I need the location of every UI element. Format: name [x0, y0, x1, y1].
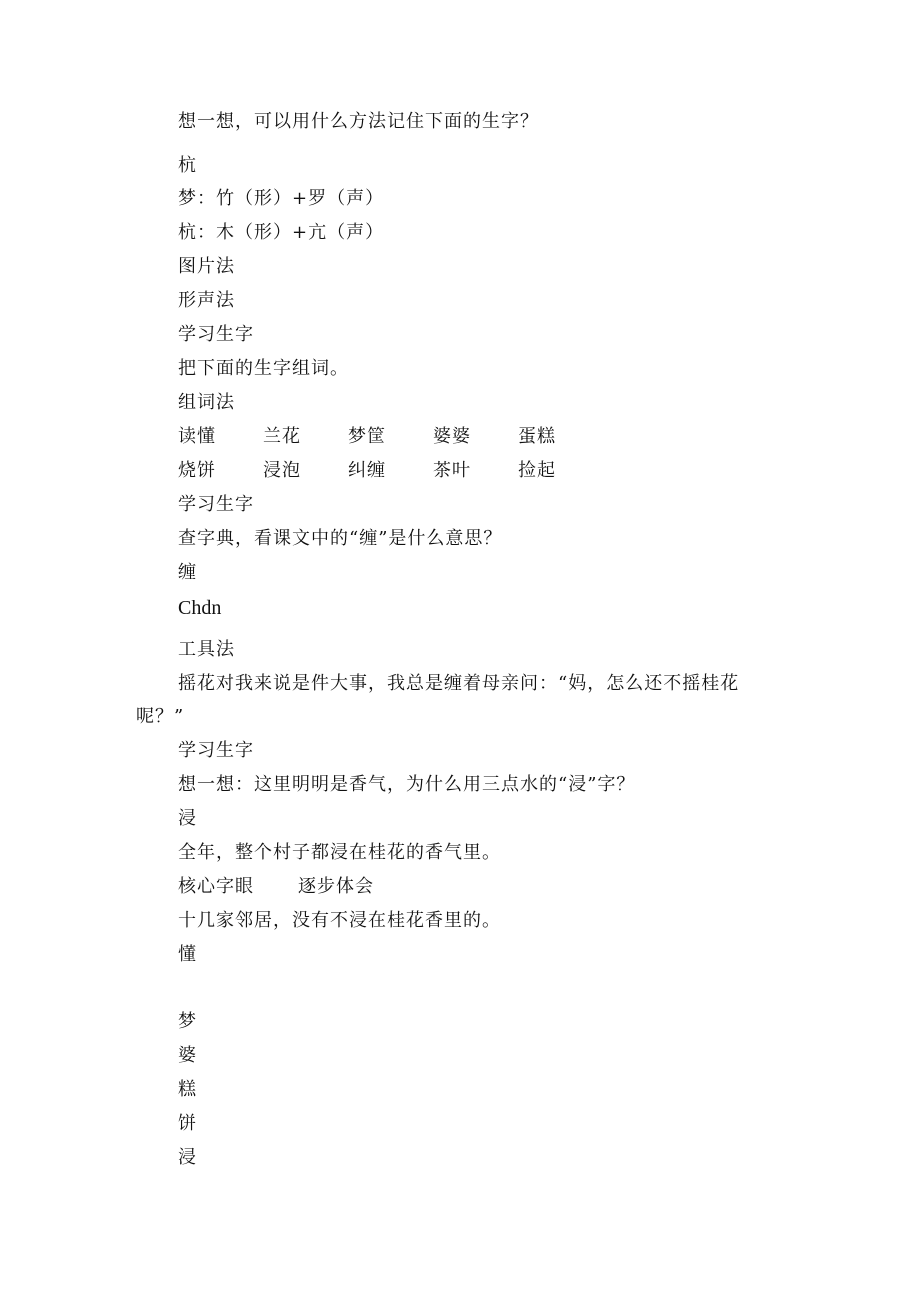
section-heading-learn-chars: 学习生字 [178, 740, 254, 761]
method-form-sound: 形声法 [178, 290, 235, 311]
word-item: 读懂 [178, 426, 216, 447]
key-word-label: 核心字眼 [178, 876, 254, 897]
section-heading-learn-chars: 学习生字 [178, 324, 254, 345]
method-tool: 工具法 [178, 639, 235, 660]
char-gao: 糕 [178, 1079, 197, 1100]
word-item: 梦筐 [348, 426, 386, 447]
prompt-make-words: 把下面的生字组词。 [178, 358, 349, 379]
char-po: 婆 [178, 1045, 197, 1066]
char-hang: 杭 [178, 155, 197, 176]
pinyin-text: Chdn [178, 597, 222, 619]
method-word-group: 组词法 [178, 392, 235, 413]
hang-form-sound: 杭：木（形）+亢（声） [178, 222, 385, 243]
quote-sentence: 摇花对我来说是件大事，我总是缠着母亲问：“妈，怎么还不摇桂花 [178, 673, 740, 694]
method-picture: 图片法 [178, 256, 235, 277]
quote-sentence-continued: 呢？” [136, 706, 185, 727]
char-meng: 梦 [178, 1011, 197, 1032]
prompt-why-jin: 想一想：这里明明是香气，为什么用三点水的“浸”字？ [178, 774, 636, 795]
sentence-village: 全年，整个村子都浸在桂花的香气里。 [178, 842, 501, 863]
word-row-2 [178, 459, 603, 483]
word-item: 蛋糕 [518, 426, 556, 447]
word-item: 浸泡 [263, 460, 301, 481]
char-bing: 饼 [178, 1113, 197, 1134]
key-word-line [178, 875, 374, 899]
char-jin: 浸 [178, 808, 197, 829]
sentence-neighbors: 十几家邻居，没有不浸在桂花香里的。 [178, 910, 501, 931]
word-item: 婆婆 [433, 426, 471, 447]
meng-form-sound: 梦：竹（形）+罗（声） [178, 188, 385, 209]
word-row-1 [178, 425, 603, 449]
word-item: 捡起 [518, 460, 556, 481]
char-jin-2: 浸 [178, 1147, 197, 1168]
word-item: 茶叶 [433, 460, 471, 481]
section-heading-learn-chars: 学习生字 [178, 494, 254, 515]
gradual-understanding-label: 逐步体会 [298, 876, 374, 897]
word-item: 烧饼 [178, 460, 216, 481]
char-chan: 缠 [178, 562, 197, 583]
char-dong: 懂 [178, 944, 197, 965]
word-item: 纠缠 [348, 460, 386, 481]
prompt-dictionary: 查字典，看课文中的“缠”是什么意思？ [178, 528, 503, 549]
word-item: 兰花 [263, 426, 301, 447]
prompt-memorize-method: 想一想，可以用什么方法记住下面的生字？ [178, 111, 539, 132]
